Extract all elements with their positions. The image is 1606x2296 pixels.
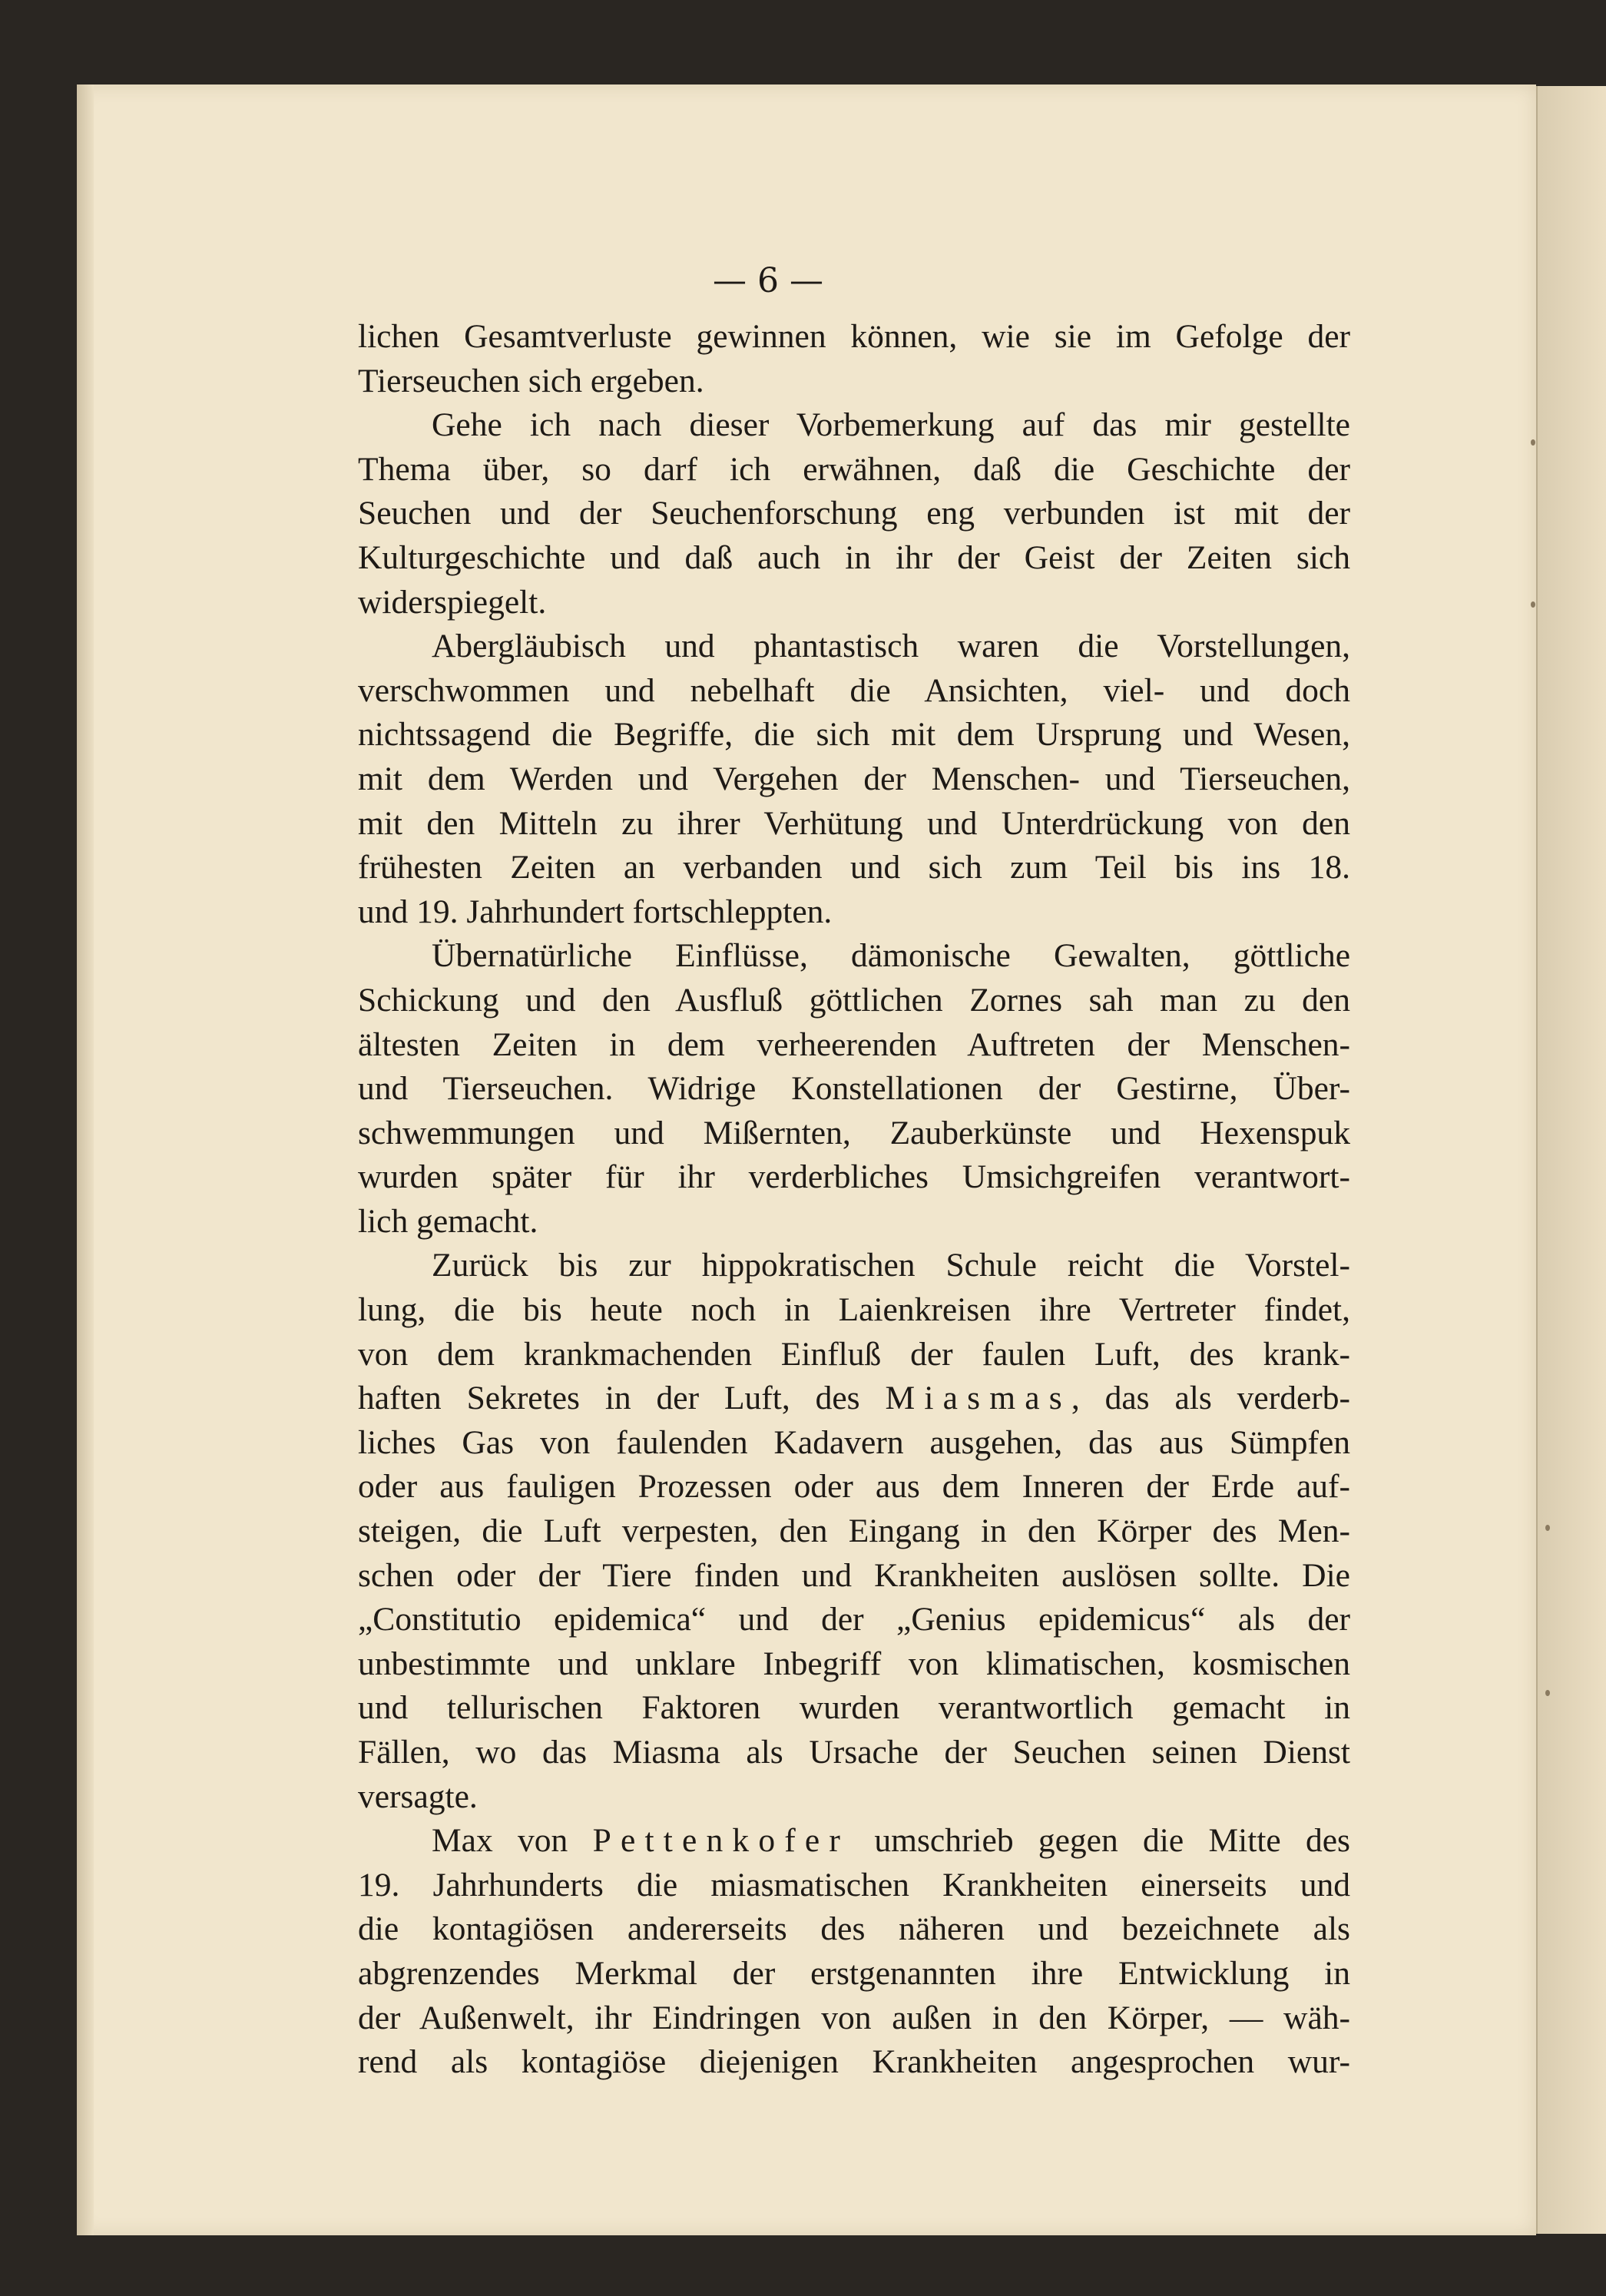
text-line: widerspiegelt. <box>358 583 547 621</box>
text-line: abgrenzendes Merkmal der erstgenannten ihre Entwicklung in <box>358 1954 1350 1992</box>
text-line: rend als kontagiöse diejenigen Krankheiten angesprochen wur- <box>358 2043 1350 2081</box>
text-line: liches Gas von faulenden Kadavern ausgehen, das aus Sümpfen <box>358 1423 1350 1461</box>
text-line: Zurück bis zur hippokratischen Schule reicht die Vorstel- <box>432 1247 1350 1284</box>
text-line <box>358 1377 1350 1421</box>
text-line: wurden später für ihr verderbliches Umsichgreifen verantwort- <box>358 1158 1350 1196</box>
text-line: ältesten Zeiten in dem verheerenden Auftreten der Menschen- <box>358 1025 1350 1063</box>
text-line: und 19. Jahrhundert fortschleppten. <box>358 893 833 930</box>
text-line: versagte. <box>358 1777 478 1815</box>
text-line <box>358 1819 1350 1864</box>
body-text <box>358 315 1350 2085</box>
text-line: Seuchen und der Seuchenforschung eng verbunden ist mit der <box>358 495 1350 532</box>
margin-speck <box>1531 439 1535 446</box>
text-line: frühesten Zeiten an verbanden und sich zum Teil bis ins 18. <box>358 849 1350 886</box>
text-line: unbestimmte und unklare Inbegriff von klimatischen, kosmischen <box>358 1645 1350 1682</box>
text-line: Kulturgeschichte und daß auch in ihr der Geist der Zeiten sich <box>358 538 1350 576</box>
text-line: steigen, die Luft verpesten, den Eingang in den Körper des Men- <box>358 1512 1350 1550</box>
text-segment: haften Sekretes in der Luft, des <box>358 1380 886 1417</box>
text-line: Übernatürliche Einflüsse, dämonische Gewalten, göttliche <box>432 937 1350 975</box>
margin-speck <box>1545 1690 1550 1696</box>
spaced-name: Miasmas <box>885 1380 1071 1417</box>
text-line: oder aus fauligen Prozessen oder aus dem Inneren der Erde auf- <box>358 1468 1350 1506</box>
text-line: und Tierseuchen. Widrige Konstellationen der Gestirne, Über- <box>358 1070 1350 1108</box>
text-line: Fällen, wo das Miasma als Ursache der Seuchen seinen Dienst <box>358 1734 1350 1771</box>
text-line: Gehe ich nach dieser Vorbemerkung auf das mir gestellte <box>432 406 1350 444</box>
text-line: schen oder der Tiere finden und Krankheiten auslösen sollte. Die <box>358 1556 1350 1594</box>
text-line: Abergläubisch und phantastisch waren die Vorstellungen, <box>432 628 1350 665</box>
margin-speck <box>1545 1525 1550 1531</box>
text-line: von dem krankmachenden Einfluß der faulen Luft, des krank- <box>358 1335 1350 1373</box>
text-line: Thema über, so darf ich erwähnen, daß die Geschichte der <box>358 450 1350 488</box>
margin-speck <box>1531 601 1535 608</box>
text-line: lich gemacht. <box>358 1202 538 1240</box>
text-line: schwemmungen und Mißernten, Zauberkünste und Hexenspuk <box>358 1114 1350 1151</box>
text-line: nichtssagend die Begriffe, die sich mit dem Ursprung und Wesen, <box>358 716 1350 754</box>
text-line: lichen Gesamtverluste gewinnen können, wie sie im Gefolge der <box>358 318 1350 355</box>
text-line: verschwommen und nebelhaft die Ansichten, viel- und doch <box>358 671 1350 709</box>
text-line: lung, die bis heute noch in Laienkreisen ihre Vertreter findet, <box>358 1291 1350 1329</box>
text-line: mit den Mitteln zu ihrer Verhütung und Unterdrückung von den <box>358 804 1350 842</box>
page-number: — 6 — <box>713 261 823 300</box>
text-segment: , das als verderb- <box>1071 1380 1350 1417</box>
text-line: die kontagiösen andererseits des näheren und bezeichnete als <box>358 1910 1350 1948</box>
text-segment: Max von <box>432 1822 593 1860</box>
adjacent-page-edge <box>1536 86 1606 2234</box>
text-line: der Außenwelt, ihr Eindringen von außen in den Körper, — wäh- <box>358 1999 1350 2036</box>
text-line: 19. Jahrhunderts die miasmatischen Krankheiten einerseits und <box>358 1866 1350 1903</box>
text-line: mit dem Werden und Vergehen der Menschen- und Tierseuchen, <box>358 760 1350 797</box>
text-line: „Constitutio epidemica“ und der „Genius epidemicus“ als der <box>358 1601 1350 1638</box>
spaced-name: Pettenkofer <box>592 1822 850 1860</box>
page-binding-edge <box>77 84 94 2235</box>
text-line: und tellurischen Faktoren wurden verantwortlich gemacht in <box>358 1689 1350 1727</box>
text-line: Schickung und den Ausfluß göttlichen Zornes sah man zu den <box>358 981 1350 1019</box>
text-segment: umschrieb gegen die Mitte des <box>849 1822 1350 1860</box>
text-line: Tierseuchen sich ergeben. <box>358 362 704 399</box>
